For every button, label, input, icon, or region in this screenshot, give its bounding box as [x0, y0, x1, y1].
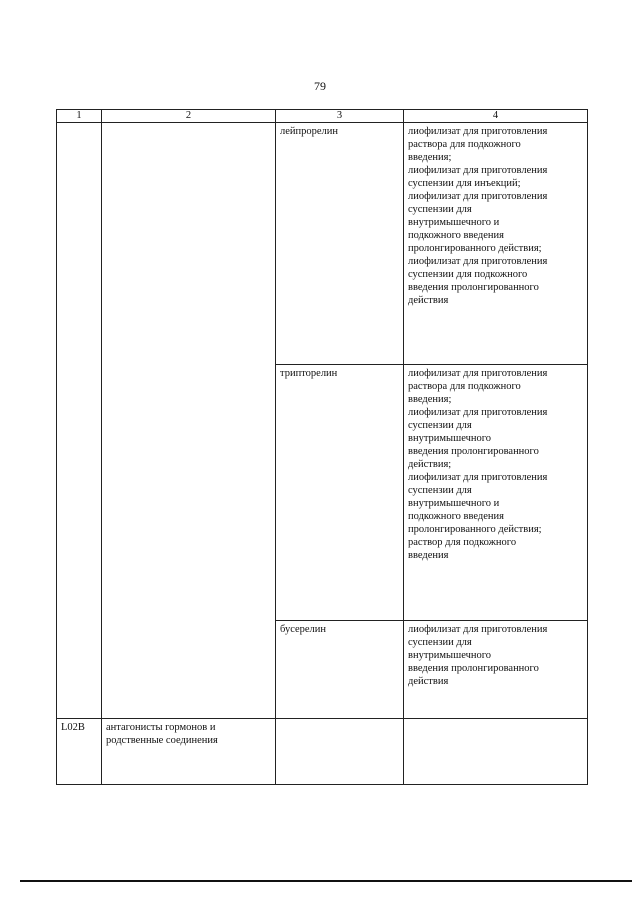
dosage-form-line: введения [408, 550, 449, 562]
group-name-cell [102, 123, 276, 719]
table-header-row [57, 110, 588, 123]
column-header: 3 [276, 110, 404, 123]
dosage-form-line: суспензии для [408, 485, 472, 497]
dosage-forms-cell [404, 365, 588, 621]
dosage-form-line: действия [408, 675, 449, 687]
dosage-form-line: раствора для подкожного [408, 381, 521, 393]
dosage-form-line: подкожного введения [408, 511, 504, 523]
dosage-form-line: пролонгированного действия; [408, 524, 542, 536]
table-row [57, 123, 588, 365]
dosage-form-line: действия [408, 295, 449, 307]
atc-code-cell [57, 123, 102, 719]
dosage-form-line: внутримышечного и [408, 498, 500, 510]
dosage-form-line: введения пролонгированного [408, 282, 539, 294]
dosage-form-line: лиофилизат для приготовления [408, 191, 548, 203]
atc-code-cell: L02B [57, 718, 102, 784]
group-name-line: родственные соединения [106, 734, 218, 746]
drug-name-cell: трипторелин [276, 365, 404, 621]
page-number: 79 [314, 79, 326, 93]
dosage-forms-cell [404, 123, 588, 365]
dosage-forms-cell [404, 718, 588, 784]
dosage-form-line: раствора для подкожного [408, 139, 521, 151]
bottom-rule [20, 880, 632, 882]
drug-name-cell [276, 718, 404, 784]
dosage-form-line: лиофилизат для приготовления [408, 368, 548, 380]
dosage-form-line: внутримышечного [408, 433, 492, 445]
dosage-form-line: внутримышечного и [408, 217, 500, 229]
table-row [57, 718, 588, 784]
dosage-form-line: лиофилизат для приготовления [408, 623, 548, 635]
column-header: 2 [102, 110, 276, 123]
dosage-form-line: лиофилизат для приготовления [408, 256, 548, 268]
dosage-form-line: действия; [408, 459, 452, 471]
dosage-form-line: введения пролонгированного [408, 662, 539, 674]
dosage-form-line: введения; [408, 394, 452, 406]
dosage-form-line: раствор для подкожного [408, 537, 517, 549]
dosage-form-line: введения пролонгированного [408, 446, 539, 458]
dosage-form-line: лиофилизат для приготовления [408, 472, 548, 484]
dosage-form-line: суспензии для [408, 636, 472, 648]
column-header: 1 [57, 110, 102, 123]
dosage-form-line: лиофилизат для приготовления [408, 126, 548, 138]
dosage-form-line: суспензии для подкожного [408, 269, 528, 281]
dosage-form-line: пролонгированного действия; [408, 243, 542, 255]
dosage-form-line: суспензии для инъекций; [408, 178, 521, 190]
group-name-cell [102, 718, 276, 784]
dosage-form-line: суспензии для [408, 420, 472, 432]
group-name-line: антагонисты гормонов и [106, 721, 216, 733]
drug-name-cell: бусерелин [276, 620, 404, 718]
dosage-forms-cell [404, 620, 588, 718]
dosage-form-line: лиофилизат для приготовления [408, 407, 548, 419]
dosage-form-line: суспензии для [408, 204, 472, 216]
column-header: 4 [404, 110, 588, 123]
dosage-form-line: подкожного введения [408, 230, 504, 242]
drug-table [56, 109, 588, 785]
dosage-form-line: введения; [408, 152, 452, 164]
drug-name-cell: лейпрорелин [276, 123, 404, 365]
dosage-form-line: внутримышечного [408, 649, 492, 661]
dosage-form-line: лиофилизат для приготовления [408, 165, 548, 177]
